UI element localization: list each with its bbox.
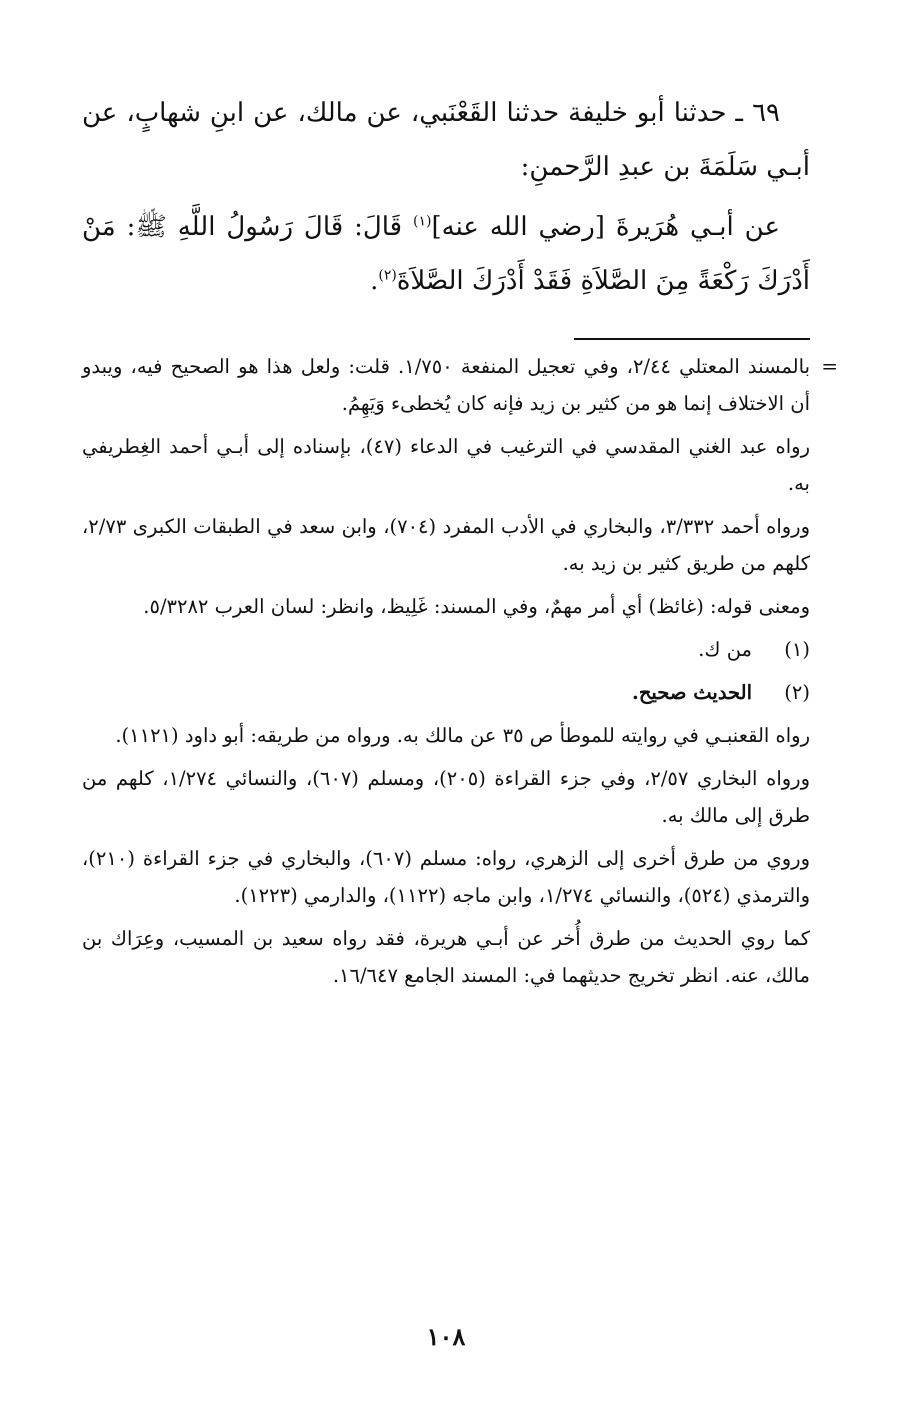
footnote-1 — [82, 631, 810, 668]
footnote-line: كما روي الحديث من طرق أُخر عن أبـي هريرة، فقد رواه سعيد بن المسيب، وعِرَاك بن مالك، عنه. انظر تخريج حديثهما في: المسند الجامع ١٦/٦٤٧. — [82, 927, 810, 987]
footnote-ref-2: (٢) — [378, 267, 397, 284]
footnote-line: رواه القعنبـي في روايته للموطأ ص ٣٥ عن مالك به. ورواه من طريقه: أبو داود (١١٢١). — [115, 724, 810, 747]
footnote-1-number: (١) — [784, 638, 810, 661]
hadith-isnad: ٦٩ ـ حدثنا أبو خليفة حدثنا القَعْنَبي، عن مالك، عن ابنِ شهابٍ، عن أبـي سَلَمَةَ بن عبدِ الرَّحمنِ: — [82, 98, 810, 182]
book-page — [82, 86, 838, 1386]
footnote-line: رواه عبد الغني المقدسي في الترغيب في الدعاء (٤٧)، بإسناده إلى أبـي أحمد الغِطريفي به. — [82, 435, 810, 495]
footnote-divider — [574, 338, 810, 340]
footnote-line: ورواه أحمد ٣/٣٣٢، والبخاري في الأدب المفرد (٧٠٤)، وابن سعد في الطبقات الكبرى ٢/٧٣، كلهم من طريق كثير بن زيد به. — [82, 515, 811, 575]
hadith-end: . — [370, 266, 379, 296]
footnote-line: ومعنى قوله: (غائظ) أي أمر مهمٌ، وفي المسند: غَلِيظ، وانظر: لسان العرب ٥/٣٢٨٢. — [143, 595, 810, 618]
main-text — [82, 86, 810, 308]
hadith-text: قَالَ: قَالَ رَسُولُ اللَّهِ ﷺ: مَنْ أَدْرَكَ رَكْعَةً مِنَ الصَّلاَةِ فَقَدْ أَدْرَكَ الصَّلاَةَ — [82, 212, 810, 296]
footnote-2 — [82, 674, 810, 711]
footnote-2-number: (٢) — [784, 681, 810, 704]
footnote-2-text: الحديث صحيح. — [632, 681, 752, 704]
continuation-mark: = — [821, 354, 838, 378]
footnote-line: وروي من طرق أخرى إلى الزهري، رواه: مسلم (٦٠٧)، والبخاري في جزء القراءة (٢١٠)، والترمذي (٥٢٤)، والنسائي ١/٢٧٤، وابن ماجه (١١٢٢)، والدارمي (١٢٢٣). — [82, 847, 810, 907]
footnote-1-text: من ك. — [698, 638, 752, 661]
footnotes — [82, 348, 838, 1000]
footnote-line: بالمسند المعتلي ٢/٤٤، وفي تعجيل المنفعة ١/٧٥٠. قلت: ولعل هذا هو الصحيح فيه، ويبدو أن الاختلاف إنما هو من كثير بن زيد فإنه كان يُخطىء وَيَهِمُ. — [82, 355, 810, 415]
footnote-line: ورواه البخاري ٢/٥٧، وفي جزء القراءة (٢٠٥)، ومسلم (٦٠٧)، والنسائي ١/٢٧٤، كلهم من طرق إلى مالك به. — [82, 767, 810, 827]
footnote-ref-1: (١) — [413, 213, 432, 230]
hadith-narrator: عن أبـي هُرَيرةَ [رضي الله عنه] — [431, 212, 780, 242]
hadith-matn — [82, 200, 810, 308]
page-number: ١٠٨ — [426, 1322, 466, 1351]
